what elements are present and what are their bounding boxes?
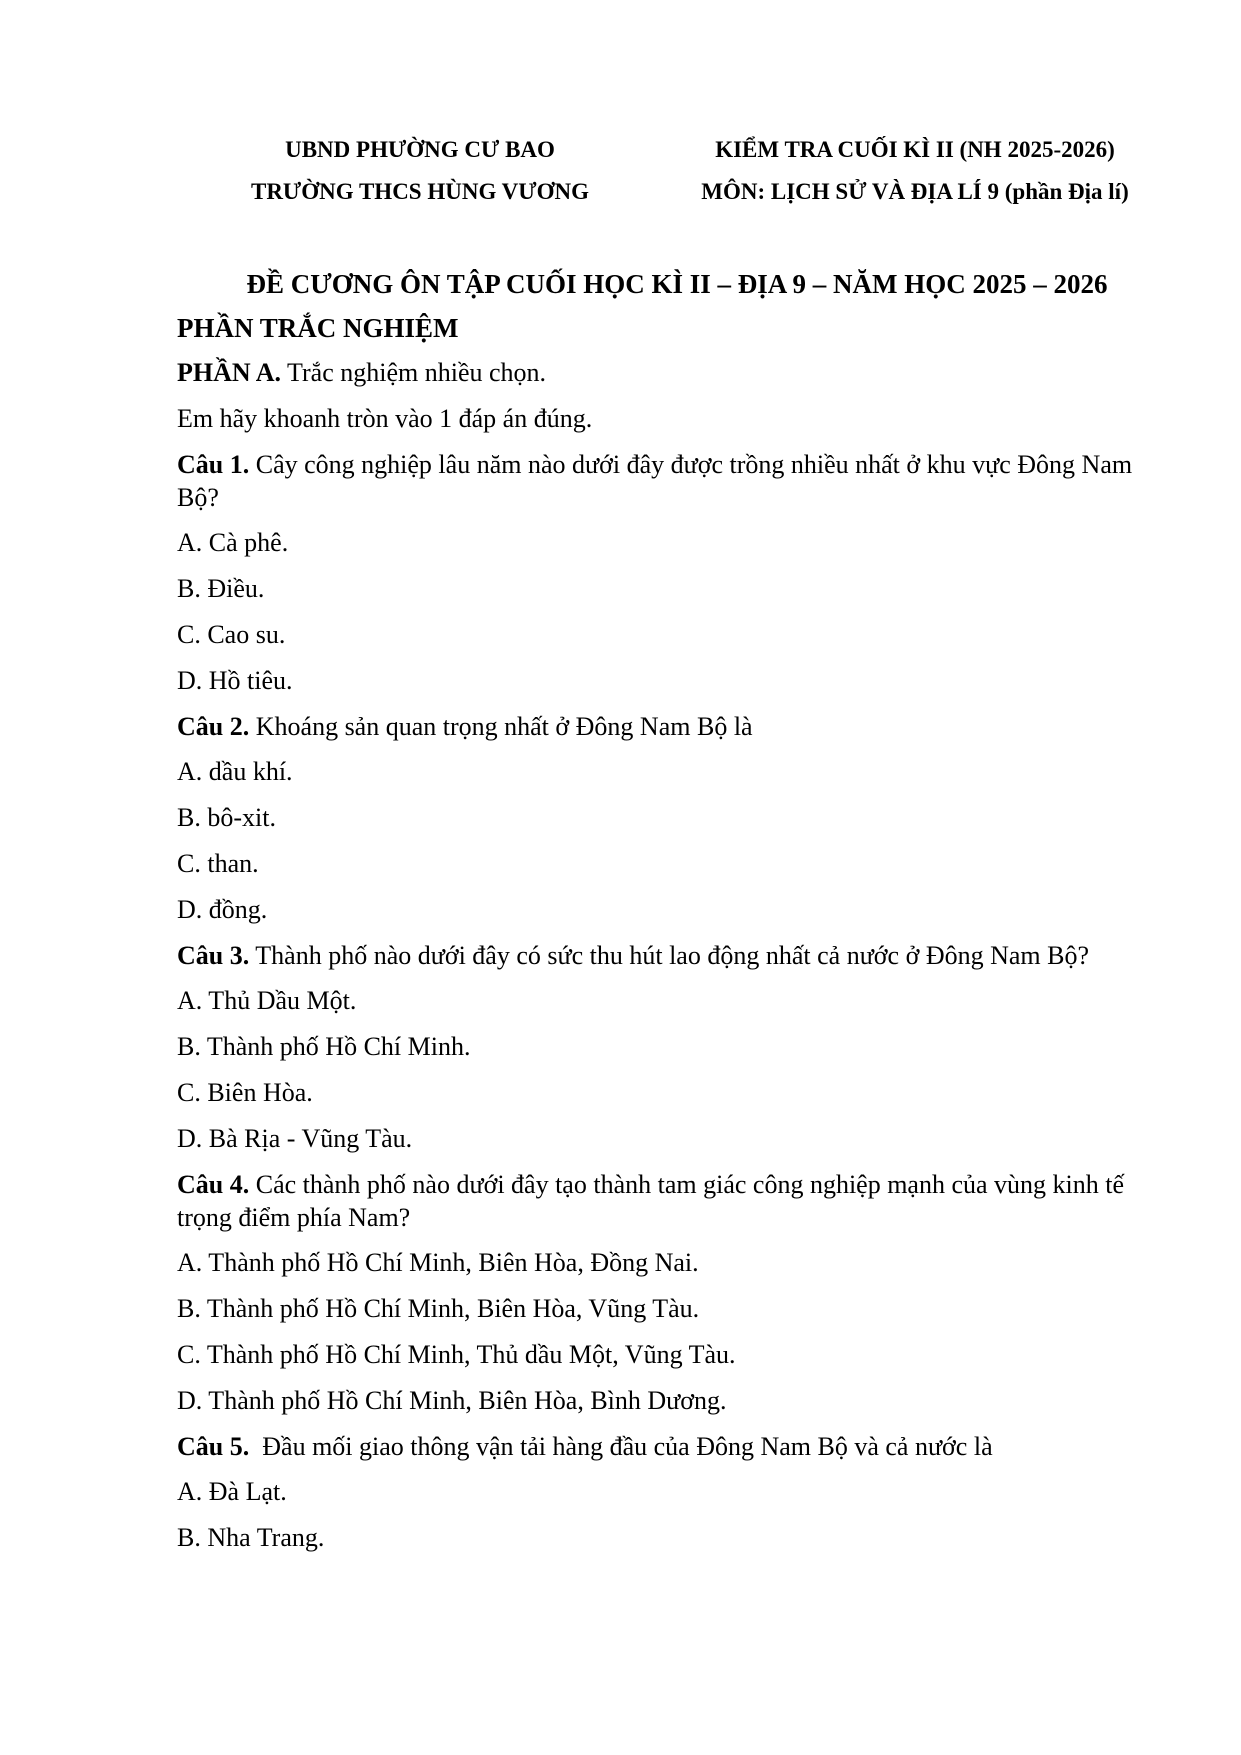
answer-option: A. Cà phê. <box>177 528 289 557</box>
question-2 <box>177 710 1167 743</box>
header-exam-block <box>655 129 1175 213</box>
question-5 <box>177 1430 1167 1463</box>
answer-option: A. dầu khí. <box>177 757 293 786</box>
answer-option: B. Điều. <box>177 574 265 603</box>
document-title: ĐỀ CƯƠNG ÔN TẬP CUỐI HỌC KÌ II – ĐỊA 9 – NĂM HỌC 2025 – 2026 <box>246 269 1108 299</box>
question-3 <box>177 939 1167 972</box>
answer-option: D. Thành phố Hồ Chí Minh, Biên Hòa, Bình Dương. <box>177 1386 727 1415</box>
answer-option: B. bô-xit. <box>177 803 276 832</box>
answer-option: A. Thủ Dầu Một. <box>177 986 357 1015</box>
question-text: Các thành phố nào dưới đây tạo thành tam giác công nghiệp mạnh của vùng kinh tế trọng điểm phía Nam? <box>177 1170 1131 1232</box>
answer-option: A. Thành phố Hồ Chí Minh, Biên Hòa, Đồng Nai. <box>177 1248 699 1277</box>
answer-option: C. Thành phố Hồ Chí Minh, Thủ dầu Một, Vũng Tàu. <box>177 1340 736 1369</box>
question-label: Câu 5. <box>177 1432 250 1461</box>
header-school-name: TRƯỜNG THCS HÙNG VƯƠNG <box>250 179 589 204</box>
question-text: Khoáng sản quan trọng nhất ở Đông Nam Bộ là <box>249 712 753 741</box>
header-ward-name: UBND PHƯỜNG CƯ BAO <box>285 137 555 162</box>
header-exam-name: KIỂM TRA CUỐI KÌ II (NH 2025-2026) <box>715 137 1115 162</box>
answer-option: C. Biên Hòa. <box>177 1078 313 1107</box>
instruction-text: Em hãy khoanh tròn vào 1 đáp án đúng. <box>177 404 593 433</box>
question-4 <box>177 1168 1167 1234</box>
part-a-heading <box>177 356 1167 390</box>
part-a-text: Trắc nghiệm nhiều chọn. <box>281 358 547 387</box>
answer-option: D. Bà Rịa - Vũng Tàu. <box>177 1124 413 1153</box>
answer-option: B. Thành phố Hồ Chí Minh, Biên Hòa, Vũng Tàu. <box>177 1294 700 1323</box>
question-label: Câu 2. <box>177 712 250 741</box>
question-label: Câu 4. <box>177 1170 250 1199</box>
question-text: Cây công nghiệp lâu năm nào dưới đây được trồng nhiều nhất ở khu vực Đông Nam Bộ? <box>177 450 1139 512</box>
answer-option: C. than. <box>177 849 259 878</box>
answer-option: D. đồng. <box>177 895 268 924</box>
header-school-block <box>230 129 610 213</box>
answer-option: A. Đà Lạt. <box>177 1477 287 1506</box>
question-text: Thành phố nào dưới đây có sức thu hút lao động nhất cả nước ở Đông Nam Bộ? <box>249 941 1090 970</box>
answer-option: B. Thành phố Hồ Chí Minh. <box>177 1032 471 1061</box>
section-title: PHẦN TRẮC NGHIỆM <box>177 313 459 343</box>
document-body <box>177 264 1167 1567</box>
question-label: Câu 3. <box>177 941 250 970</box>
question-1 <box>177 448 1167 514</box>
header-subject: MÔN: LỊCH SỬ VÀ ĐỊA LÍ 9 (phần Địa lí) <box>701 179 1129 204</box>
part-a-label: PHẦN A. <box>177 358 281 387</box>
answer-option: C. Cao su. <box>177 620 286 649</box>
question-list <box>177 448 1167 1555</box>
answer-option: D. Hồ tiêu. <box>177 666 293 695</box>
question-label: Câu 1. <box>177 450 250 479</box>
answer-option: B. Nha Trang. <box>177 1523 325 1552</box>
question-text: Đầu mối giao thông vận tải hàng đầu của Đông Nam Bộ và cả nước là <box>249 1432 993 1461</box>
